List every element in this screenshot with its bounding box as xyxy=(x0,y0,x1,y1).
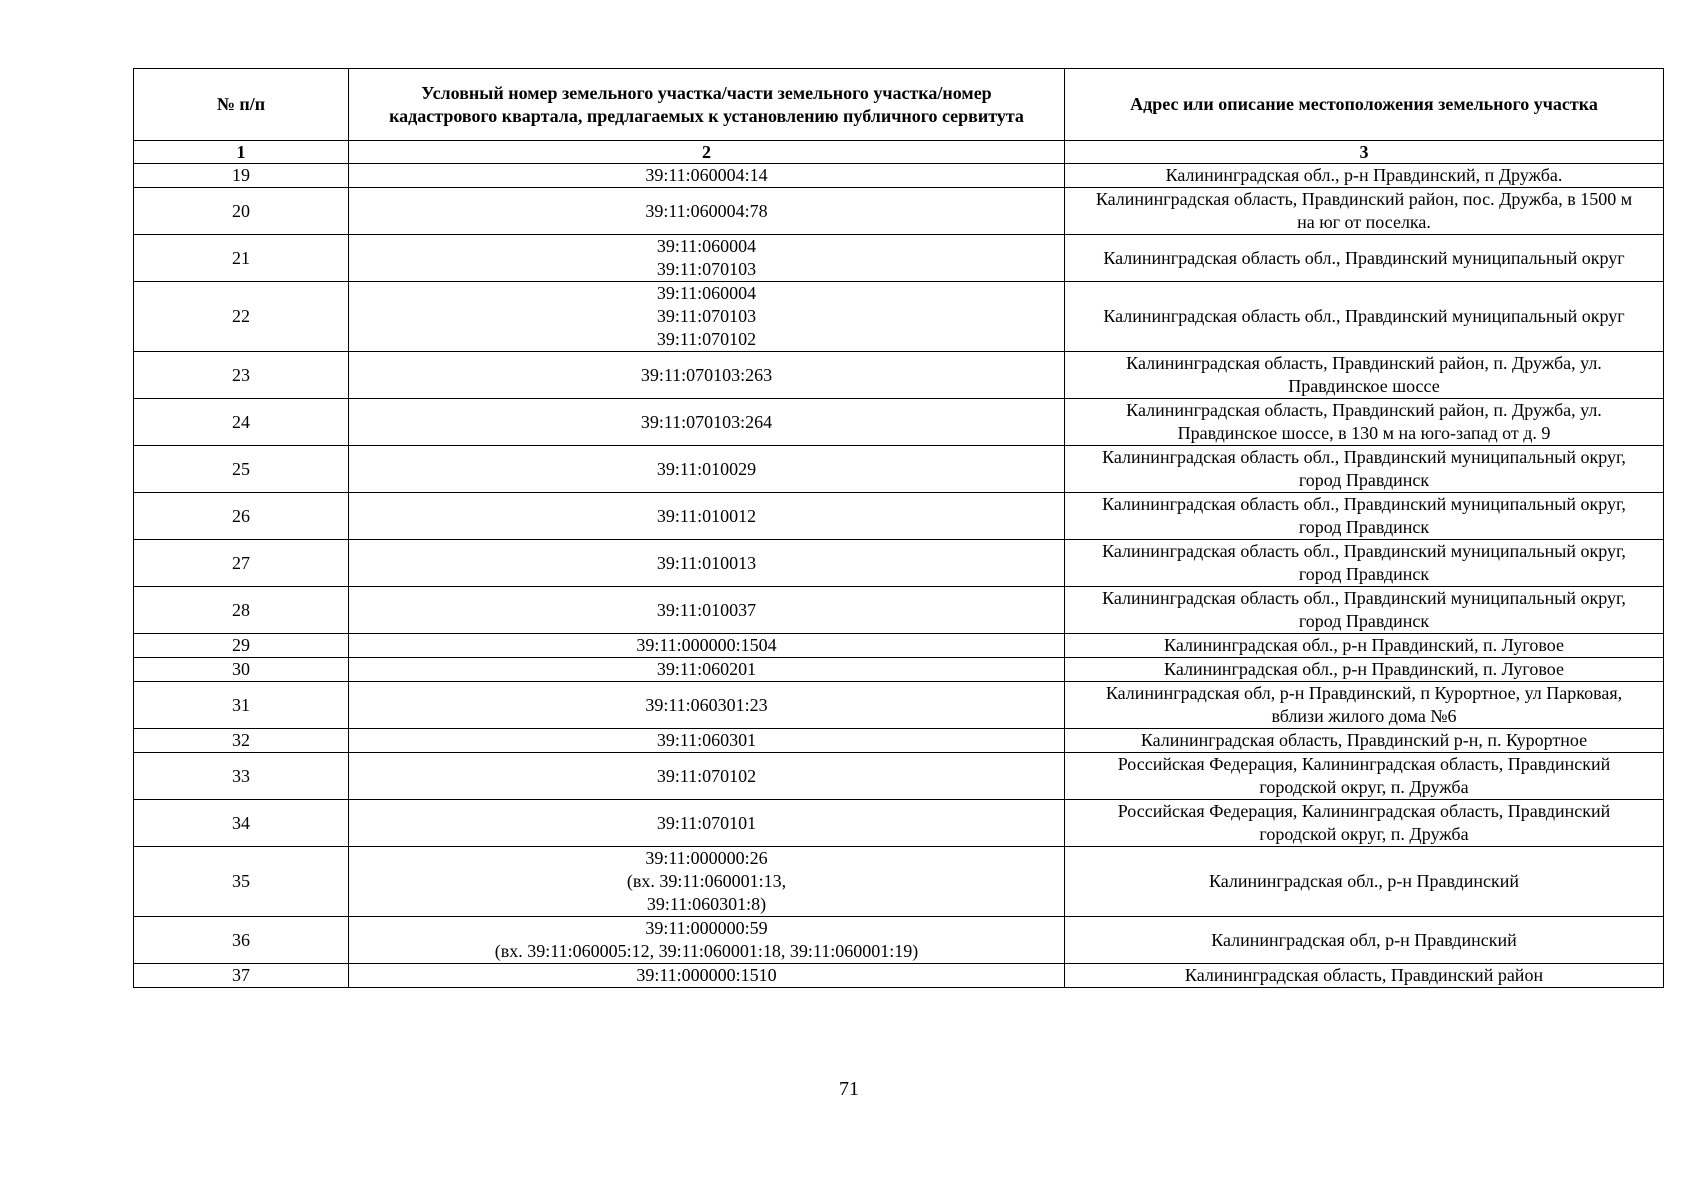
address-cell: Калининградская область, Правдинский район xyxy=(1065,964,1664,988)
table-row xyxy=(134,446,1664,493)
table-row xyxy=(134,917,1664,964)
table-row xyxy=(134,729,1664,753)
address-cell: Калининградская область обл., Правдинский муниципальный округ xyxy=(1065,282,1664,352)
table-row xyxy=(134,540,1664,587)
parcel-id-cell xyxy=(349,800,1065,847)
table-row xyxy=(134,399,1664,446)
address-cell: Калининградская область обл., Правдинский муниципальный округ, город Правдинск xyxy=(1065,446,1664,493)
table-row xyxy=(134,658,1664,682)
address-cell: Калининградская область, Правдинский район, пос. Дружба, в 1500 м на юг от поселка. xyxy=(1065,188,1664,235)
row-number: 19 xyxy=(134,164,349,188)
address-cell: Российская Федерация, Калининградская область, Правдинский городской округ, п. Дружба xyxy=(1065,800,1664,847)
parcel-id-cell xyxy=(349,587,1065,634)
row-number: 26 xyxy=(134,493,349,540)
parcel-id-cell xyxy=(349,847,1065,917)
servitude-table xyxy=(133,68,1664,988)
parcel-id: 39:11:060301:8) xyxy=(646,894,767,914)
table-row xyxy=(134,164,1664,188)
parcel-id-cell xyxy=(349,164,1065,188)
row-number: 37 xyxy=(134,964,349,988)
page-number: 71 xyxy=(839,1078,859,1100)
parcel-id-cell xyxy=(349,753,1065,800)
parcel-id: 39:11:060004:78 xyxy=(645,200,768,221)
parcel-id: 39:11:060004:14 xyxy=(645,165,768,185)
row-number: 24 xyxy=(134,399,349,446)
row-number: 31 xyxy=(134,682,349,729)
address-cell: Калининградская область обл., Правдинский муниципальный округ, город Правдинск xyxy=(1065,540,1664,587)
row-number: 21 xyxy=(134,235,349,282)
row-number: 35 xyxy=(134,847,349,917)
address-cell: Калининградская область обл., Правдинский муниципальный округ, город Правдинск xyxy=(1065,587,1664,634)
address-cell: Калининградская область обл., Правдинский муниципальный округ, город Правдинск xyxy=(1065,493,1664,540)
address-cell: Калининградская область обл., Правдинский муниципальный округ xyxy=(1065,235,1664,282)
address-cell: Калининградская обл., р-н Правдинский, п. Луговое xyxy=(1065,634,1664,658)
table-header xyxy=(134,69,1664,164)
parcel-id-cell xyxy=(349,964,1065,988)
parcel-id: (вх. 39:11:060005:12, 39:11:060001:18, 39:11:060001:19) xyxy=(494,941,919,961)
address-cell: Калининградская обл., р-н Правдинский xyxy=(1065,847,1664,917)
parcel-id: 39:11:000000:1504 xyxy=(636,635,777,655)
header-address: Адрес или описание местоположения земельного участка xyxy=(1065,69,1664,141)
table-row xyxy=(134,634,1664,658)
table-row xyxy=(134,682,1664,729)
parcel-id-cell xyxy=(349,352,1065,399)
column-number-row xyxy=(134,141,1664,164)
parcel-id-cell xyxy=(349,729,1065,753)
parcel-id-cell xyxy=(349,188,1065,235)
table-row xyxy=(134,964,1664,988)
parcel-id: (вх. 39:11:060001:13, xyxy=(626,871,787,891)
address-cell: Калининградская обл., р-н Правдинский, п Дружба. xyxy=(1065,164,1664,188)
address-cell: Калининградская область, Правдинский р-н, п. Курортное xyxy=(1065,729,1664,753)
address-cell: Калининградская область, Правдинский район, п. Дружба, ул. Правдинское шоссе xyxy=(1065,352,1664,399)
column-number: 1 xyxy=(134,141,349,164)
parcel-id: 39:11:060004 xyxy=(656,283,757,303)
address-cell: Российская Федерация, Калининградская область, Правдинский городской округ, п. Дружба xyxy=(1065,753,1664,800)
parcel-id: 39:11:070103:264 xyxy=(640,411,773,432)
address-cell: Калининградская область, Правдинский район, п. Дружба, ул. Правдинское шоссе, в 130 м на юго-запад от д. 9 xyxy=(1065,399,1664,446)
row-number: 33 xyxy=(134,753,349,800)
header-number: № п/п xyxy=(134,69,349,141)
parcel-id: 39:11:010037 xyxy=(656,599,757,620)
parcel-id-cell xyxy=(349,634,1065,658)
parcel-id-cell xyxy=(349,682,1065,729)
parcel-id-cell xyxy=(349,540,1065,587)
table-body xyxy=(134,164,1664,988)
row-number: 30 xyxy=(134,658,349,682)
parcel-id: 39:11:010012 xyxy=(656,505,757,526)
parcel-id: 39:11:070102 xyxy=(656,329,757,349)
row-number: 20 xyxy=(134,188,349,235)
parcel-id: 39:11:010013 xyxy=(656,552,757,573)
parcel-id-cell xyxy=(349,917,1065,964)
row-number: 34 xyxy=(134,800,349,847)
parcel-id: 39:11:070103:263 xyxy=(640,364,773,385)
parcel-id: 39:11:070103 xyxy=(656,306,757,326)
parcel-id-cell xyxy=(349,493,1065,540)
address-cell: Калининградская обл., р-н Правдинский, п. Луговое xyxy=(1065,658,1664,682)
table-row xyxy=(134,188,1664,235)
parcel-id: 39:11:070101 xyxy=(656,812,757,833)
parcel-id: 39:11:060301 xyxy=(656,730,757,750)
parcel-id: 39:11:000000:1510 xyxy=(636,965,777,985)
parcel-id: 39:11:070102 xyxy=(656,765,757,786)
row-number: 27 xyxy=(134,540,349,587)
header-row xyxy=(134,69,1664,141)
row-number: 29 xyxy=(134,634,349,658)
row-number: 25 xyxy=(134,446,349,493)
table-row xyxy=(134,235,1664,282)
row-number: 28 xyxy=(134,587,349,634)
address-cell: Калининградская обл, р-н Правдинский xyxy=(1065,917,1664,964)
parcel-id: 39:11:060004 xyxy=(656,236,757,256)
parcel-id: 39:11:010029 xyxy=(656,458,757,479)
header-parcel-id: Условный номер земельного участка/части земельного участка/номер кадастрового квартала, предлагаемых к установлению публичного сервитута xyxy=(349,69,1065,141)
parcel-id-cell xyxy=(349,446,1065,493)
table-row xyxy=(134,493,1664,540)
row-number: 32 xyxy=(134,729,349,753)
parcel-id-cell xyxy=(349,399,1065,446)
row-number: 36 xyxy=(134,917,349,964)
parcel-id: 39:11:060301:23 xyxy=(645,694,768,715)
table-row xyxy=(134,800,1664,847)
parcel-id: 39:11:070103 xyxy=(656,259,757,279)
parcel-id: 39:11:060201 xyxy=(656,659,757,679)
column-number: 3 xyxy=(1065,141,1664,164)
column-number: 2 xyxy=(349,141,1065,164)
table-row xyxy=(134,587,1664,634)
address-cell: Калининградская обл, р-н Правдинский, п Курортное, ул Парковая, вблизи жилого дома №6 xyxy=(1065,682,1664,729)
table-row xyxy=(134,847,1664,917)
table-row xyxy=(134,352,1664,399)
table-row xyxy=(134,753,1664,800)
row-number: 23 xyxy=(134,352,349,399)
parcel-id: 39:11:000000:26 xyxy=(645,848,768,868)
parcel-id-cell xyxy=(349,235,1065,282)
table-row xyxy=(134,282,1664,352)
parcel-id-cell xyxy=(349,658,1065,682)
row-number: 22 xyxy=(134,282,349,352)
parcel-id: 39:11:000000:59 xyxy=(645,918,768,938)
parcel-id-cell xyxy=(349,282,1065,352)
